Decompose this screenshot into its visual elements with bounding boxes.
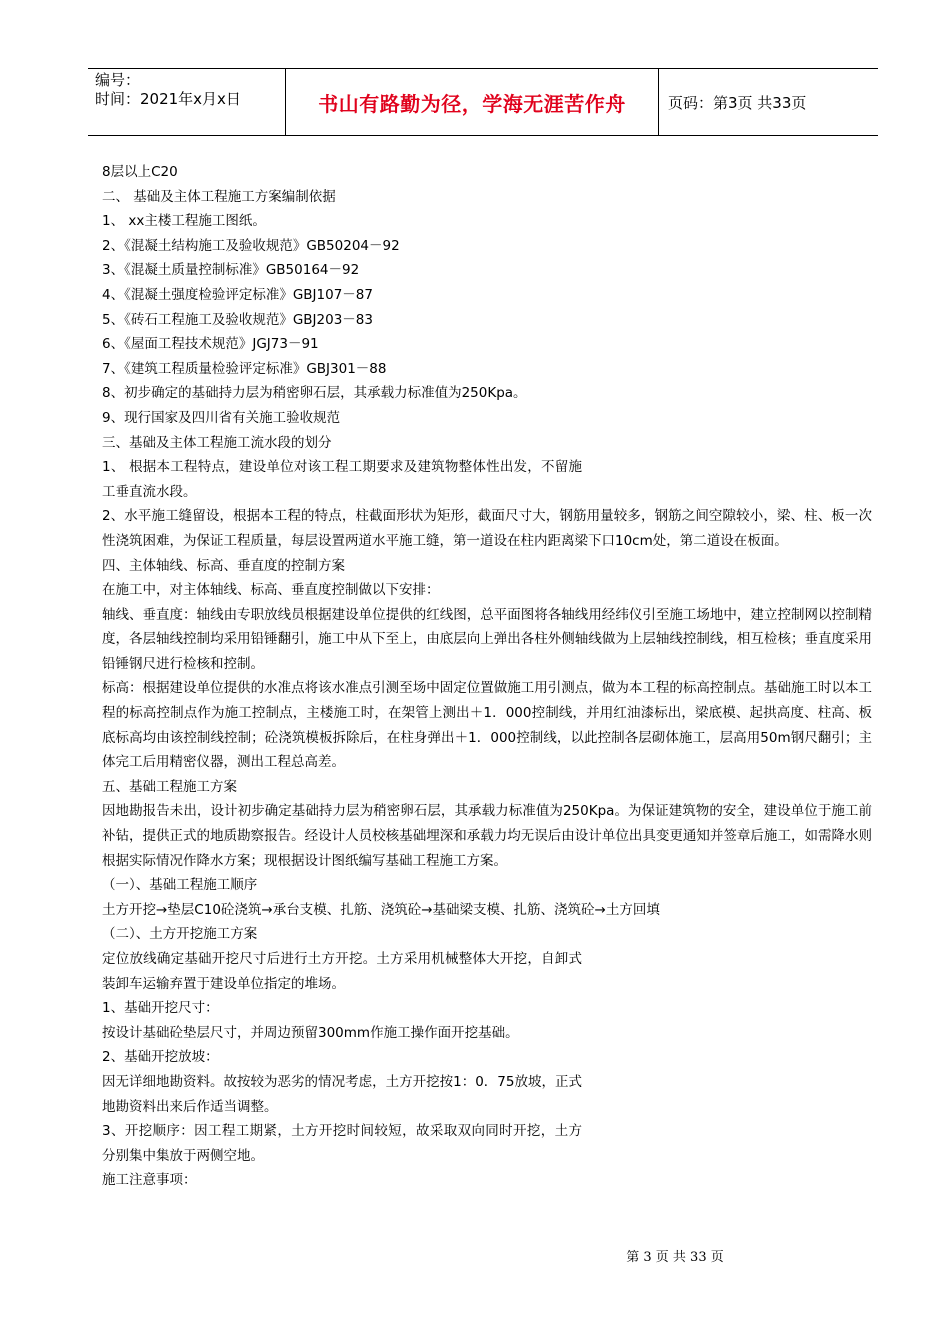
paragraph: 标高：根据建设单位提供的水准点将该水准点引测至场中固定位置做施工用引测点，做为本工程的标高控制点。基础施工时以本工程的标高控制点作为施工控制点，主楼施工时，在架管上测出＋1．000控制线，并用红油漆标出，梁底模、起拱高度、柱高、板底标高均由该控制线控制；砼浇筑模板拆除后，在柱身弹出＋1．000控制线，以此控制各层砌体施工，层高用50m钢尺翻引；主体完工后用精密仪器，测出工程总高差。 — [102, 680, 872, 771]
list-item: 6、《屋面工程技术规范》JGJ73－91 — [102, 336, 319, 353]
list-item: 2、《混凝土结构施工及验收规范》GB50204－92 — [102, 237, 400, 254]
document-body — [102, 160, 872, 1193]
list-item: 1、 xx主楼工程施工图纸。 — [102, 213, 266, 230]
paragraph: 土方开挖→垫层C10砼浇筑→承台支模、扎筋、浇筑砼→基础梁支模、扎筋、浇筑砼→土方回填 — [102, 901, 660, 918]
section-heading: 五、基础工程施工方案 — [102, 778, 237, 795]
header-motto — [286, 69, 659, 135]
header-page-info — [659, 69, 878, 135]
section-heading: 四、主体轴线、标高、垂直度的控制方案 — [102, 557, 345, 574]
paragraph: 因地勘报告未出，设计初步确定基础持力层为稍密卵石层，其承载力标准值为250Kpa。为保证建筑物的安全，建设单位于施工前补钻，提供正式的地质勘察报告。经设计人员校核基础埋深和承载力均无误后由设计单位出具变更通知并签章后施工，如需降水则根据实际情况作降水方案；现根据设计图纸编写基础工程施工方案。 — [102, 803, 872, 869]
paragraph: 3、开挖顺序：因工程工期紧，土方开挖时间较短，故采取双向同时开挖，土方分别集中集放于两侧空地。 — [102, 1123, 582, 1164]
paragraph: 轴线、垂直度：轴线由专职放线员根据建设单位提供的红线图，总平面图将各轴线用经纬仪引至施工场地中，建立控制网以控制精度，各层轴线控制均采用铅锤翻引，施工中从下至上，由底层向上弹出各柱外侧轴线做为上层轴线控制线，相互检核；垂直度采用铅锤钢尺进行检核和控制。 — [102, 606, 872, 672]
footer-page-number: 第 3 页 共 33 页 — [626, 1250, 724, 1265]
paragraph: 在施工中，对主体轴线、标高、垂直度控制做以下安排： — [102, 582, 440, 599]
paragraph: 1、 根据本工程特点，建设单位对该工程工期要求及建筑物整体性出发，不留施工垂直流水段。 — [102, 459, 582, 500]
section-heading: 三、基础及主体工程施工流水段的划分 — [102, 434, 332, 451]
section-heading: 二、 基础及主体工程施工方案编制依据 — [102, 188, 336, 205]
paragraph: 按设计基础砼垫层尺寸，并周边预留300mm作施工操作面开挖基础。 — [102, 1024, 519, 1041]
list-item: 4、《混凝土强度检验评定标准》GBJ107－87 — [102, 286, 373, 303]
paragraph: 8层以上C20 — [102, 164, 178, 180]
subsection-heading: （二）、土方开挖施工方案 — [102, 926, 258, 943]
page-footer — [0, 1246, 950, 1265]
list-item: 9、现行国家及四川省有关施工验收规范 — [102, 409, 341, 426]
motto-text: 书山有路勤为径，学海无涯苦作舟 — [318, 91, 626, 116]
list-item: 5、《砖石工程施工及验收规范》GBJ203－83 — [102, 311, 373, 328]
paragraph: 定位放线确定基础开挖尺寸后进行土方开挖。土方采用机械整体大开挖，自卸式装卸车运输弃置于建设单位指定的堆场。 — [102, 951, 582, 992]
paragraph: 因无详细地勘资料。故按较为恶劣的情况考虑，土方开挖按1：0．75放坡，正式地勘资料出来后作适当调整。 — [102, 1073, 582, 1115]
header-meta — [88, 69, 286, 135]
subsection-heading: （一）、基础工程施工顺序 — [102, 877, 258, 894]
header-page-label: 页码：第3页 共33页 — [668, 93, 807, 112]
list-item: 7、《建筑工程质量检验评定标准》GBJ301－88 — [102, 360, 387, 377]
paragraph: 施工注意事项： — [102, 1172, 197, 1189]
header-number: 编号： — [95, 71, 141, 89]
page-header — [88, 68, 878, 136]
list-item: 8、初步确定的基础持力层为稍密卵石层，其承载力标准值为250Kpa。 — [102, 385, 527, 402]
header-time: 时间：2021年x月x日 — [95, 90, 241, 108]
list-item: 3、《混凝土质量控制标准》GB50164－92 — [102, 262, 360, 279]
list-item: 2、基础开挖放坡： — [102, 1049, 219, 1066]
paragraph: 2、水平施工缝留设，根据本工程的特点，柱截面形状为矩形，截面尺寸大，钢筋用量较多，钢筋之间空隙较小，梁、柱、板一次性浇筑困难，为保证工程质量，每层设置两道水平施工缝，第一道设在柱内距离梁下口10cm处，第二道设在板面。 — [102, 508, 872, 549]
list-item: 1、基础开挖尺寸： — [102, 1000, 219, 1017]
